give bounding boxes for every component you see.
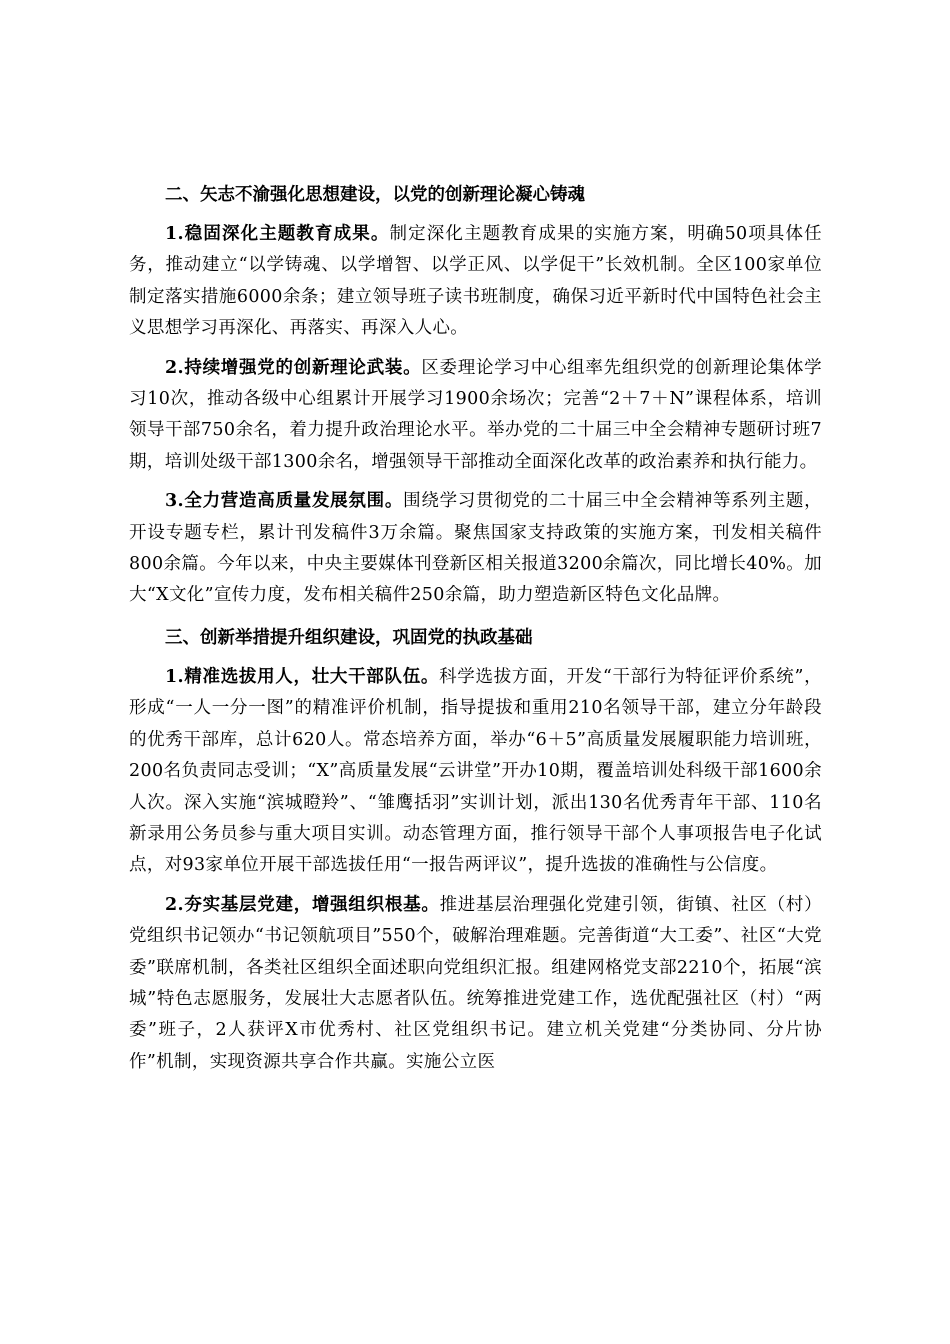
paragraph bbox=[129, 486, 822, 612]
paragraph-lead: 1.精准选拔用人，壮大干部队伍。 bbox=[165, 666, 440, 687]
paragraph-lead: 2.持续增强党的创新理论武装。 bbox=[165, 357, 422, 378]
paragraph-text: 围绕学习贯彻党的二十届三中全会精神等系列主题，开设专题专栏，累计刊发稿件3万余篇。聚焦国家支持政策的实施方案，刊发相关稿件800余篇。今年以来，中央主要媒体刊登新区相关报道3200余篇次，同比增长40%。加大“X文化”宣传力度，发布相关稿件250余篇，助力塑造新区特色文化品牌。 bbox=[129, 491, 822, 606]
section-heading: 三、创新举措提升组织建设，巩固党的执政基础 bbox=[165, 627, 533, 648]
paragraph-lead: 2.夯实基层党建，增强组织根基。 bbox=[165, 894, 440, 915]
paragraph bbox=[129, 219, 822, 345]
paragraph bbox=[129, 662, 822, 882]
section-heading: 二、矢志不渝强化思想建设，以党的创新理论凝心铸魂 bbox=[165, 185, 585, 205]
paragraph-text: 区委理论学习中心组率先组织党的创新理论集体学习10次，推动各级中心组累计开展学习1900余场次；完善“2＋7＋N”课程体系，培训领导干部750余名，着力提升政治理论水平。举办党的二十届三中全会精神专题研讨班7期，培训处级干部1300余名，增强领导干部推动全面深化改革的政治素养和执行能力。 bbox=[129, 357, 822, 472]
paragraph-lead: 1.稳固深化主题教育成果。 bbox=[165, 224, 390, 244]
paragraph-text: 推进基层治理强化党建引领，街镇、社区（村）党组织书记领办“书记领航项目”550个，破解治理难题。完善街道“大工委”、社区“大党委”联席机制，各类社区组织全面述职向党组织汇报。组建网格党支部2210个，拓展“滨城”特色志愿服务，发展壮大志愿者队伍。统筹推进党建工作，选优配强社区（村）“两委”班子，2人获评X市优秀村、社区党组织书记。建立机关党建“分类协同、分片协作”机制，实现资源共享合作共赢。实施公立医 bbox=[129, 894, 822, 1072]
document-body bbox=[129, 177, 822, 1086]
paragraph bbox=[129, 890, 822, 1078]
paragraph-text: 制定深化主题教育成果的实施方案，明确50项具体任务，推动建立“以学铸魂、以学增智、以学正风、以学促干”长效机制。全区100家单位制定落实措施6000余条；建立领导班子读书班制度，确保习近平新时代中国特色社会主义思想学习再深化、再落实、再深入人心。 bbox=[129, 224, 822, 339]
paragraph-lead: 3.全力营造高质量发展氛围。 bbox=[165, 491, 404, 512]
paragraph-text: 科学选拔方面，开发“干部行为特征评价系统”，形成“一人一分一图”的精准评价机制，指导提拔和重用210名领导干部，建立分年龄段的优秀干部库，总计620人。常态培养方面，举办“6＋5”高质量发展履职能力培训班，200名负责同志受训；“X”高质量发展“云讲堂”开办10期，覆盖培训处科级干部1600余人次。深入实施“滨城瞪羚”、“雏鹰括羽”实训计划，派出130名优秀青年干部、110名新录用公务员参与重大项目实训。动态管理方面，推行领导干部个人事项报告电子化试点，对93家单位开展干部选拔任用“一报告两评议”，提升选拔的准确性与公信度。 bbox=[129, 666, 822, 876]
paragraph bbox=[129, 353, 822, 479]
